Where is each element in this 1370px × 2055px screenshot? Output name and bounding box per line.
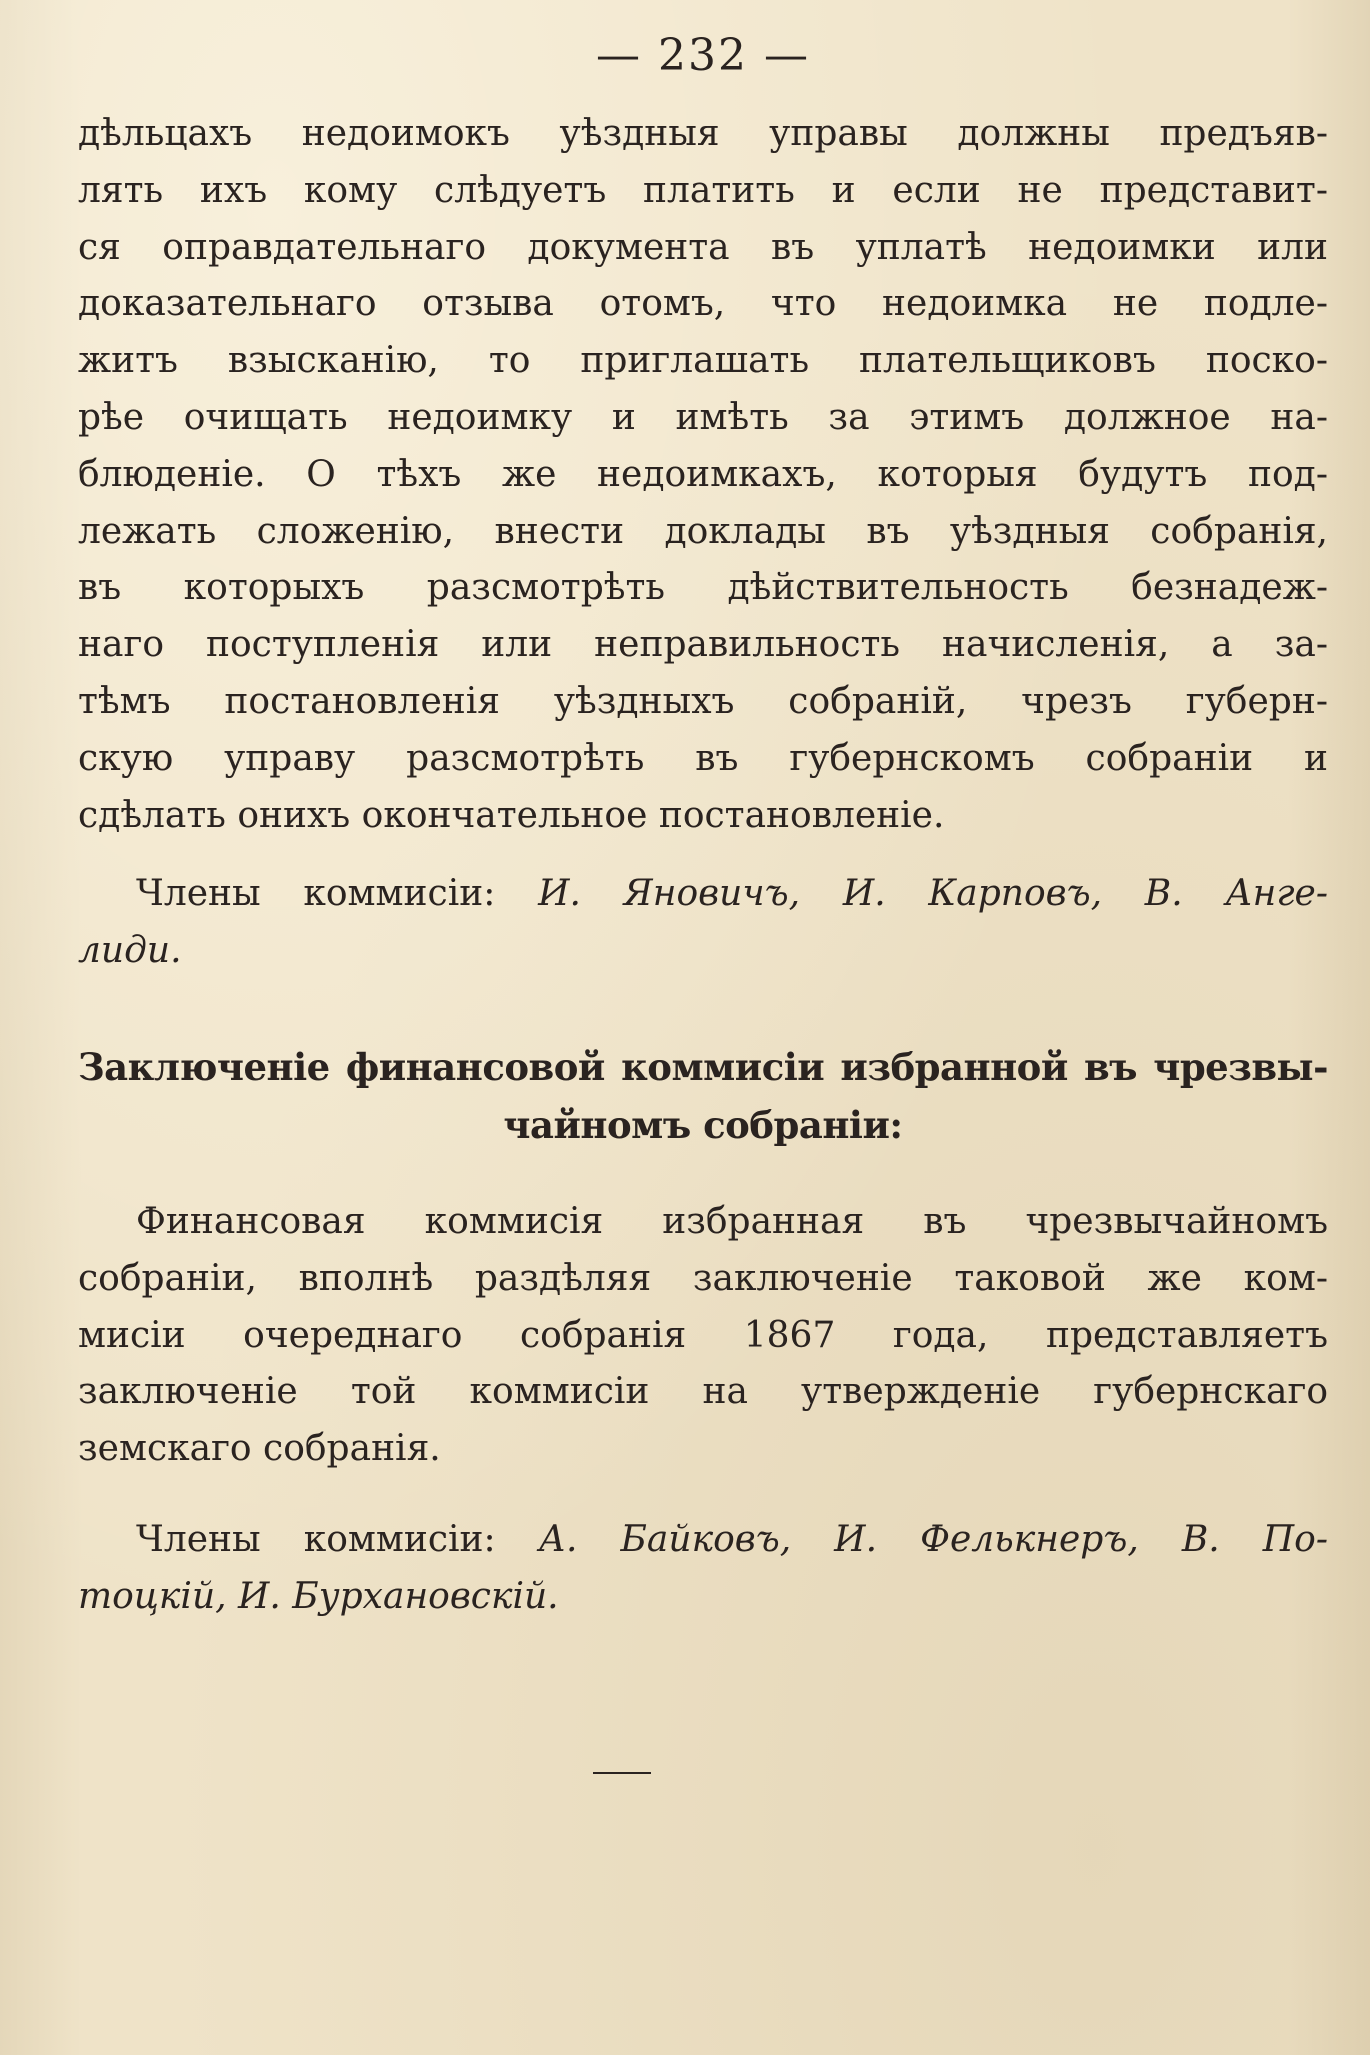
book-page <box>78 28 1328 1626</box>
text-line: рѣе очищать недоимку и имѣть за этимъ должное на- <box>78 396 1328 438</box>
heading-line: чайномъ собраніи: <box>503 1102 903 1147</box>
text-line: ся оправдательнаго документа въ уплатѣ недоимки или <box>78 226 1328 268</box>
paragraph-conclusion <box>78 1194 1328 1478</box>
end-divider <box>593 1772 651 1774</box>
text-line: въ которыхъ разсмотрѣть дѣйствительность безнадеж- <box>78 567 1328 609</box>
text-line: житъ взысканію, то приглашать плательщиковъ поско- <box>78 340 1328 382</box>
signature-names: А. Байковъ, И. Фелькнеръ, В. По- <box>538 1518 1328 1560</box>
signature-prefix: Члены коммисіи: <box>136 873 496 915</box>
signature-names-continued: лиди. <box>78 930 182 972</box>
text-line: наго поступленія или неправильность начисленія, а за- <box>78 624 1328 666</box>
text-line: заключеніе той коммисіи на утвержденіе губернскаго <box>78 1371 1328 1413</box>
text-line: скую управу разсмотрѣть въ губернскомъ собраніи и <box>78 737 1328 779</box>
paragraph-continuation <box>78 106 1328 844</box>
text-line: блюденіе. О тѣхъ же недоимкахъ, которыя будутъ под- <box>78 453 1328 495</box>
text-line: дѣльцахъ недоимокъ уѣздныя управы должны предъяв- <box>78 113 1328 154</box>
text-line: лежать сложенію, внести доклады въ уѣздныя собранія, <box>78 510 1328 552</box>
page-number: — 232 — <box>596 30 810 81</box>
heading-line: Заключеніе финансовой коммисіи избранной въ чрезвы- <box>78 1044 1328 1089</box>
signature-names-continued: тоцкій, И. Бурхановскій. <box>78 1575 559 1617</box>
text-line: земскаго собранія. <box>78 1428 441 1470</box>
text-line: собраніи, вполнѣ раздѣляя заключеніе таковой же ком- <box>78 1257 1328 1299</box>
section-heading <box>78 1038 1328 1154</box>
text-line: тѣмъ постановленія уѣздныхъ собраній, чрезъ губерн- <box>78 680 1328 722</box>
text-line: сдѣлать онихъ окончательное постановленіе. <box>78 794 945 836</box>
text-line: мисіи очереднаго собранія 1867 года, представляетъ <box>78 1314 1328 1356</box>
signature-names: И. Яновичъ, И. Карповъ, В. Анге- <box>538 873 1328 915</box>
commission-signature-1 <box>78 866 1328 980</box>
text-line: доказательнаго отзыва отомъ, что недоимка не подле- <box>78 283 1328 325</box>
commission-signature-2 <box>78 1512 1328 1626</box>
signature-prefix: Члены коммисіи: <box>136 1518 496 1560</box>
text-line: Финансовая коммисія избранная въ чрезвычайномъ <box>136 1200 1328 1242</box>
text-line: лять ихъ кому слѣдуетъ платить и если не представит- <box>78 169 1328 211</box>
